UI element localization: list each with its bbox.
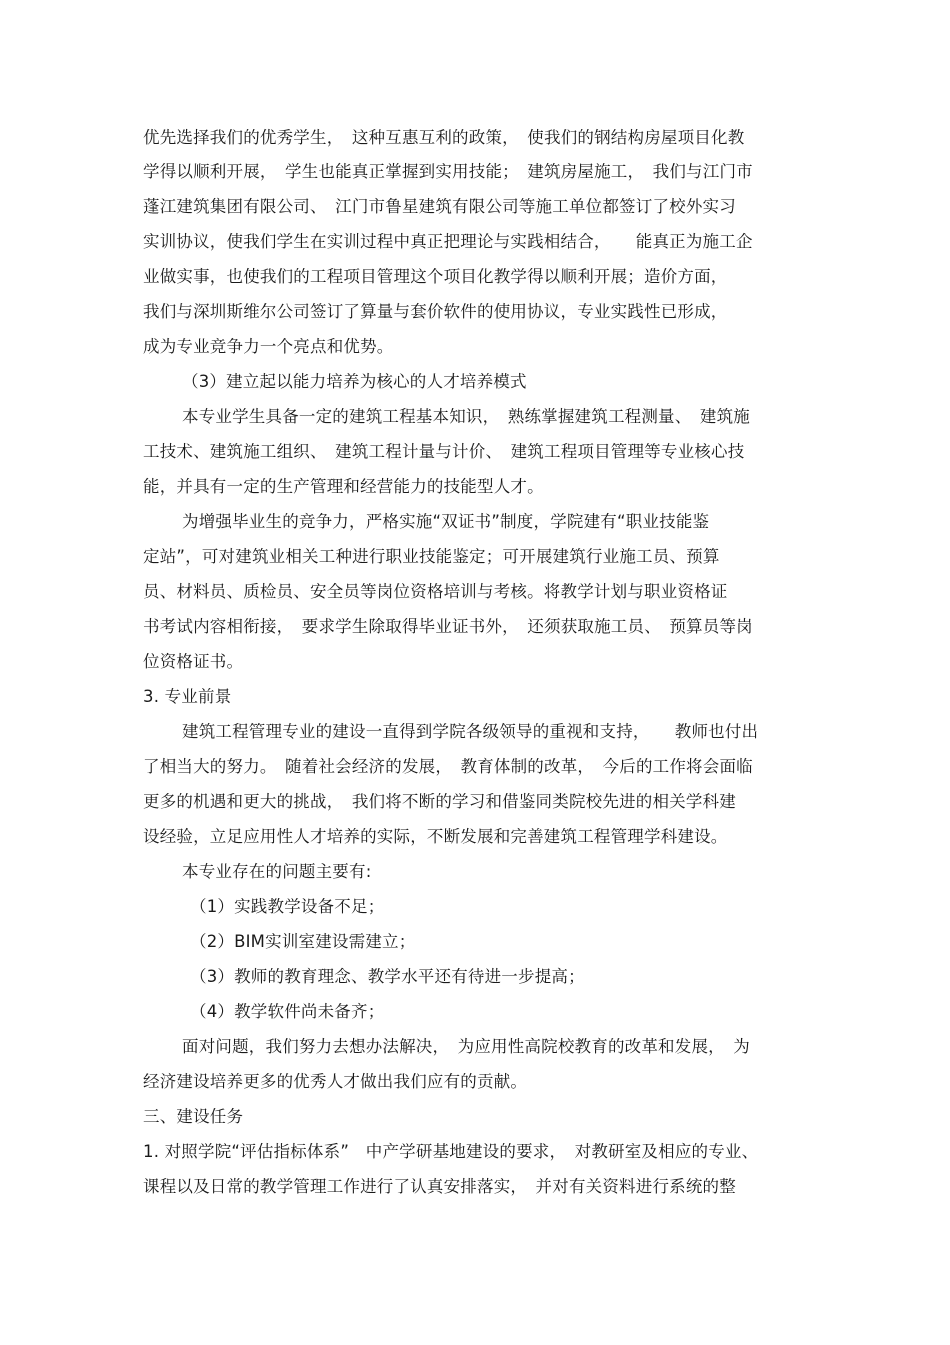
paragraph-start: 本专业存在的问题主要有: [182,862,372,881]
text-line: 优先选择我们的优秀学生， 这种互惠互利的政策， 使我们的钢结构房屋项目化教 [143,128,745,147]
list-item: （3）教师的教育理念、教学水平还有待进一步提高； [190,967,585,986]
list-item: （2）BIM实训室建设需建立； [190,932,416,951]
text-line: 课程以及日常的教学管理工作进行了认真安排落实， 并对有关资料进行系统的整 [143,1177,736,1196]
text-line: 业做实事，也使我们的工程项目管理这个项目化教学得以顺利开展；造价方面， [143,267,728,286]
paragraph-start: 面对问题，我们努力去想办法解决， 为应用性高院校教育的改革和发展， 为 [182,1037,750,1056]
paragraph-start: 本专业学生具备一定的建筑工程基本知识， 熟练掌握建筑工程测量、 建筑施 [182,407,750,426]
list-item: （4）教学软件尚未备齐； [190,1002,385,1021]
text-line: 位资格证书。 [143,652,244,671]
text-line: 定站”，可对建筑业相关工种进行职业技能鉴定；可开展建筑行业施工员、预算 [143,547,720,566]
text-line: 成为专业竞争力一个亮点和优势。 [143,337,394,356]
paragraph-start: 建筑工程管理专业的建设一直得到学院各级领导的重视和支持， 教师也付出 [182,722,759,741]
text-line: 能，并具有一定的生产管理和经营能力的技能型人才。 [143,477,544,496]
text-line: 了相当大的努力。 随着社会经济的发展， 教育体制的改革， 今后的工作将会面临 [143,757,753,776]
section-heading: 三、建设任务 [143,1107,244,1126]
text-line: 工技术、建筑施工组织、 建筑工程计量与计价、 建筑工程项目管理等专业核心技 [143,442,745,461]
text-line: 实训协议，使我们学生在实训过程中真正把理论与实践相结合， 能真正为施工企 [143,232,753,251]
text-line: 蓬江建筑集团有限公司、 江门市鲁星建筑有限公司等施工单位都签订了校外实习 [143,197,736,216]
text-line: 员、材料员、质检员、安全员等岗位资格培训与考核。将教学计划与职业资格证 [143,582,728,601]
section-heading: 3. 专业前景 [143,687,232,706]
paragraph-start: 1. 对照学院“评估指标体系” 中产学研基地建设的要求， 对教研室及相应的专业、 [143,1142,759,1161]
text-line: 书考试内容相衔接， 要求学生除取得毕业证书外， 还须获取施工员、 预算员等岗 [143,617,753,636]
text-line: 学得以顺利开展， 学生也能真正掌握到实用技能； 建筑房屋施工， 我们与江门市 [143,162,753,181]
text-line: 我们与深圳斯维尔公司签订了算量与套价软件的使用协议，专业实践性已形成， [143,302,728,321]
text-line: 设经验，立足应用性人才培养的实际，不断发展和完善建筑工程管理学科建设。 [143,827,728,846]
paragraph-start: 为增强毕业生的竞争力，严格实施“双证书”制度，学院建有“职业技能鉴 [182,512,710,531]
text-line: 更多的机遇和更大的挑战， 我们将不断的学习和借鉴同类院校先进的相关学科建 [143,792,736,811]
section-heading: （3）建立起以能力培养为核心的人才培养模式 [182,372,527,391]
list-item: （1）实践教学设备不足； [190,897,385,916]
text-line: 经济建设培养更多的优秀人才做出我们应有的贡献。 [143,1072,528,1091]
